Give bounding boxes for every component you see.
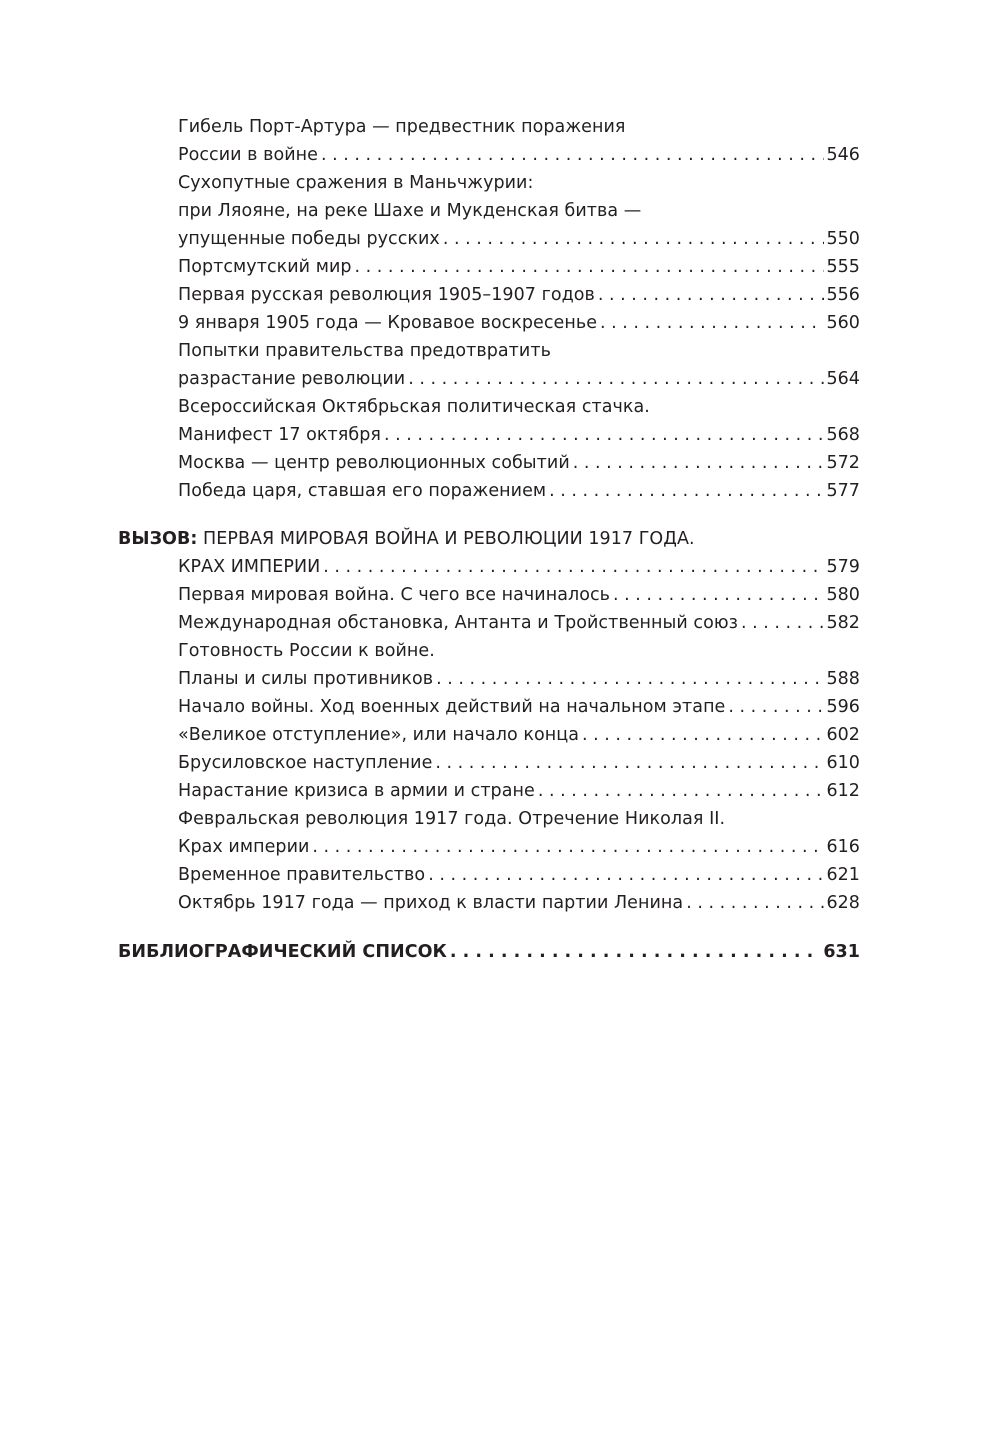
toc-entry-title: Международная обстановка, Антанта и Тройственный союз — [178, 613, 738, 633]
toc-entry-page: 616 — [826, 837, 860, 857]
toc-entry[interactable] — [178, 749, 860, 777]
toc-entry-title: Манифест 17 октября — [178, 425, 381, 445]
toc-entry-page: 546 — [826, 145, 860, 165]
toc-entry-title: Временное правительство — [178, 865, 426, 885]
dot-leader — [320, 553, 824, 581]
toc-entry-title: 9 января 1905 года — Кровавое воскресенье — [178, 313, 598, 333]
toc-entry[interactable] — [178, 665, 860, 693]
dot-leader — [683, 889, 824, 917]
toc-entry-title: Начало войны. Ход военных действий на начальном этапе — [178, 697, 726, 717]
toc-entry-page: 550 — [826, 229, 860, 249]
toc-entry[interactable] — [178, 693, 860, 721]
toc-entry-page: 572 — [826, 453, 860, 473]
dot-leader — [432, 749, 824, 777]
chapter-entry[interactable] — [178, 553, 860, 581]
toc-entry-title: Москва — центр революционных событий — [178, 453, 570, 473]
table-of-contents — [0, 113, 986, 966]
toc-entry-title: «Великое отступление», или начало конца — [178, 725, 580, 745]
toc-line: Февральская революция 1917 года. Отречение Николая II. — [178, 809, 726, 829]
toc-entry-title: Брусиловское наступление — [178, 753, 433, 773]
toc-entry-page: 582 — [826, 613, 860, 633]
toc-line: Гибель Порт-Артура — предвестник поражения — [178, 117, 626, 137]
toc-entry-title: Октябрь 1917 года — приход к власти партии Ленина — [178, 893, 684, 913]
chapter-title-line2: КРАХ ИМПЕРИИ — [178, 557, 321, 577]
toc-entry-page: 556 — [826, 285, 860, 305]
dot-leader — [597, 309, 824, 337]
dot-leader — [535, 777, 825, 805]
toc-entry[interactable] — [178, 253, 860, 281]
toc-entry-page: 580 — [826, 585, 860, 605]
toc-entry[interactable] — [178, 889, 860, 917]
toc-entry-page: 564 — [826, 369, 860, 389]
bibliography-entry[interactable] — [118, 938, 860, 966]
toc-entry[interactable] — [178, 777, 860, 805]
dot-leader — [725, 693, 824, 721]
chapter-heading — [118, 525, 860, 553]
toc-entry[interactable] — [178, 225, 860, 253]
toc-entry-page: 628 — [826, 893, 860, 913]
toc-entry-title: разрастание революции — [178, 369, 406, 389]
toc-entry-page: 596 — [826, 697, 860, 717]
chapter-prefix: ВЫЗОВ: — [118, 529, 198, 549]
toc-entry-title: Первая мировая война. С чего все начиналось — [178, 585, 611, 605]
toc-line: Готовность России к войне. — [178, 641, 435, 661]
bibliography-title: БИБЛИОГРАФИЧЕСКИЙ СПИСОК — [118, 942, 447, 962]
dot-leader — [352, 253, 825, 281]
dot-leader — [405, 365, 824, 393]
toc-line: Сухопутные сражения в Маньчжурии: — [178, 173, 534, 193]
toc-entry-page: 560 — [826, 313, 860, 333]
dot-leader — [318, 141, 824, 169]
toc-line: при Ляояне, на реке Шахе и Мукденская битва — — [178, 201, 642, 221]
dot-leader — [425, 861, 824, 889]
toc-entry-title: Победа царя, ставшая его поражением — [178, 481, 547, 501]
toc-entry-page: 568 — [826, 425, 860, 445]
toc-entry[interactable] — [178, 141, 860, 169]
toc-entry[interactable] — [178, 581, 860, 609]
toc-entry[interactable] — [178, 721, 860, 749]
toc-entry[interactable] — [178, 421, 860, 449]
dot-leader — [440, 225, 825, 253]
toc-entry[interactable] — [178, 609, 860, 637]
toc-entry[interactable] — [178, 281, 860, 309]
toc-entry[interactable] — [178, 309, 860, 337]
toc-entry-title: Нарастание кризиса в армии и стране — [178, 781, 535, 801]
dot-leader — [433, 665, 824, 693]
toc-entry[interactable] — [178, 449, 860, 477]
dot-leader — [610, 581, 824, 609]
toc-entry-page: 602 — [826, 725, 860, 745]
dot-leader — [595, 281, 825, 309]
toc-entry-title: Планы и силы противников — [178, 669, 434, 689]
toc-entry-title: Первая русская революция 1905–1907 годов — [178, 285, 595, 305]
toc-entry-page: 610 — [826, 753, 860, 773]
toc-entry-title: России в войне — [178, 145, 318, 165]
toc-entry-title: Крах империи — [178, 837, 310, 857]
dot-leader — [309, 833, 824, 861]
dot-leader — [381, 421, 824, 449]
dot-leader — [570, 449, 825, 477]
toc-entry-title: упущенные победы русских — [178, 229, 440, 249]
toc-entry[interactable] — [178, 861, 860, 889]
toc-entry-page: 621 — [826, 865, 860, 885]
dot-leader — [447, 938, 821, 966]
toc-entry[interactable] — [178, 477, 860, 505]
dot-leader — [546, 477, 824, 505]
toc-line: Попытки правительства предотвратить — [178, 341, 551, 361]
toc-entry-title: Портсмутский мир — [178, 257, 352, 277]
toc-entry[interactable] — [178, 833, 860, 861]
chapter-title-line1: ПЕРВАЯ МИРОВАЯ ВОЙНА И РЕВОЛЮЦИИ 1917 ГОДА. — [197, 529, 695, 549]
toc-entry-page: 612 — [826, 781, 860, 801]
dot-leader — [579, 721, 824, 749]
chapter-page: 579 — [826, 557, 860, 577]
toc-entry-page: 577 — [826, 481, 860, 501]
bibliography-page: 631 — [823, 942, 860, 962]
toc-entry[interactable] — [178, 365, 860, 393]
toc-entry-page: 555 — [826, 257, 860, 277]
dot-leader — [738, 609, 824, 637]
toc-line: Всероссийская Октябрьская политическая стачка. — [178, 397, 650, 417]
toc-entry-page: 588 — [826, 669, 860, 689]
